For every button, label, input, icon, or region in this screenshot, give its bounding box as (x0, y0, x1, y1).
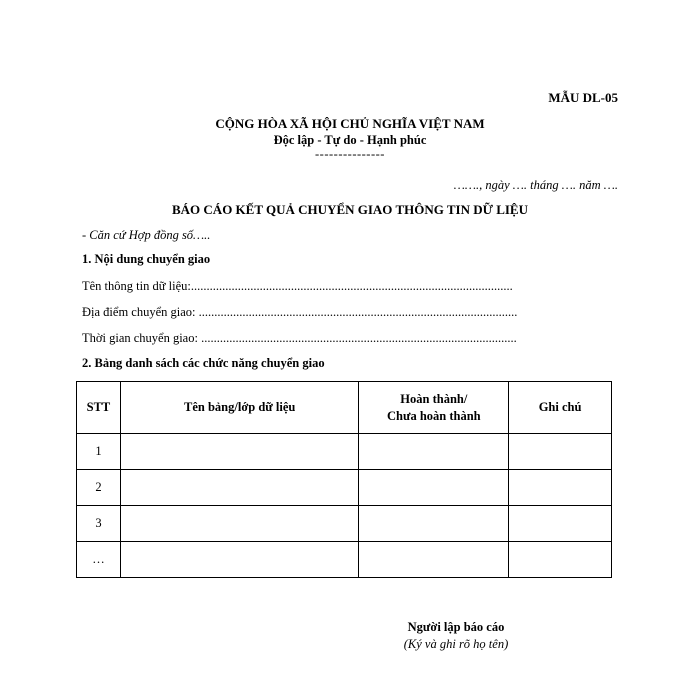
header-layer-name: Tên bảng/lớp dữ liệu (120, 382, 359, 434)
table-row (77, 434, 612, 470)
row-number: 2 (77, 470, 121, 506)
motto-divider: --------------- (315, 147, 385, 161)
signer-title: Người lập báo cáo (407, 620, 505, 634)
table-row (77, 470, 612, 506)
nation-title: CỘNG HÒA XÃ HỘI CHỦ NGHĨA VIỆT NAM (215, 116, 485, 131)
form-code: MẪU DL-05 (548, 90, 618, 105)
legal-basis: - Căn cứ Hợp đồng số….. (82, 228, 211, 242)
cell-notes (509, 542, 612, 578)
section1-heading: 1. Nội dung chuyển giao (82, 252, 211, 266)
header-status-line2: Chưa hoàn thành (386, 408, 481, 423)
header-status-line1: Hoàn thành/ (400, 391, 468, 406)
table-header-row (77, 382, 612, 434)
header-notes: Ghi chú (509, 382, 612, 434)
header-stt: STT (77, 382, 121, 434)
cell-status (359, 470, 509, 506)
cell-layer-name (120, 434, 359, 470)
cell-status (359, 542, 509, 578)
table-row (77, 542, 612, 578)
field-data-name: Tên thông tin dữ liệu:....................................................................................................... (82, 279, 513, 293)
cell-notes (509, 434, 612, 470)
functions-table (76, 381, 612, 578)
row-number: 3 (77, 506, 121, 542)
field-transfer-location: Địa điểm chuyển giao: ...................................................................................................... (82, 305, 518, 319)
row-number: 1 (77, 434, 121, 470)
header-status (359, 382, 509, 434)
cell-layer-name (120, 470, 359, 506)
cell-notes (509, 470, 612, 506)
cell-status (359, 506, 509, 542)
cell-layer-name (120, 542, 359, 578)
cell-status (359, 434, 509, 470)
field-transfer-time: Thời gian chuyển giao: ..................................................................................................... (82, 331, 517, 345)
section2-heading: 2. Bảng danh sách các chức năng chuyển giao (82, 356, 325, 370)
report-title: BÁO CÁO KẾT QUẢ CHUYỂN GIAO THÔNG TIN DỮ LIỆU (172, 202, 528, 217)
cell-layer-name (120, 506, 359, 542)
cell-notes (509, 506, 612, 542)
motto: Độc lập - Tự do - Hạnh phúc (273, 133, 427, 147)
signer-note: (Ký và ghi rõ họ tên) (403, 637, 509, 651)
row-number: … (77, 542, 121, 578)
date-line: ……., ngày …. tháng …. năm …. (453, 178, 618, 192)
table-row (77, 506, 612, 542)
